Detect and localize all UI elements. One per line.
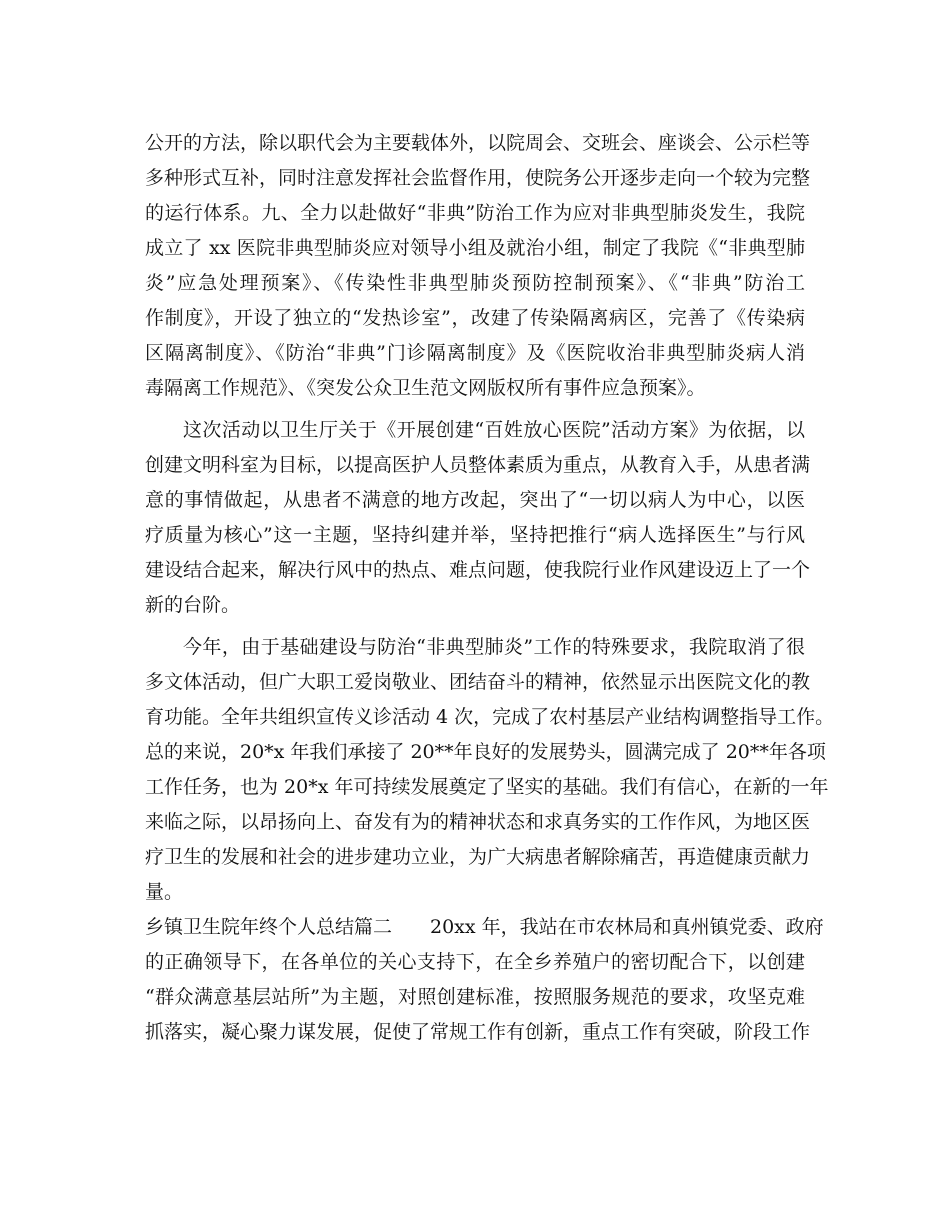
text-line: 炎”应急处理预案》、《传染性非典型肺炎预防控制预案》、《“非典”防治工 [145, 272, 805, 294]
text-line: 量。 [145, 881, 184, 903]
text-line: 抓落实，凝心聚力谋发展，促使了常规工作有创新，重点工作有突破，阶段工作 [145, 1021, 811, 1043]
text-line: 今年，由于基础建设与防治“非典型肺炎”工作的特殊要求，我院取消了很 [183, 636, 805, 658]
paragraph-section-two [145, 910, 824, 1050]
section-heading-line: 乡镇卫生院年终个人总结篇二 20xx 年，我站在市农林局和真州镇党委、政府 [145, 916, 824, 938]
text-line: 公开的方法，除以职代会为主要载体外，以院周会、交班会、座谈会、公示栏等 [145, 132, 811, 154]
text-line: 疗质量为核心”这一主题，坚持纠建并举，坚持把推行“病人选择医生”与行风 [145, 524, 805, 546]
text-line: 来临之际，以昂扬向上、奋发有为的精神状态和求真务实的工作作风，为地区医 [145, 811, 811, 833]
text-line: 区隔离制度》、《防治“非典”门诊隔离制度》及《医院收治非典型肺炎病人消 [145, 342, 805, 364]
text-line: 成立了 xx 医院非典型肺炎应对领导小组及就治小组，制定了我院《“非典型肺 [145, 237, 805, 259]
text-line: 新的台阶。 [145, 594, 241, 616]
paragraph-activity [145, 413, 811, 623]
text-line: 意的事情做起，从患者不满意的地方改起，突出了“一切以病人为中心，以医 [145, 489, 805, 511]
document-body [145, 126, 835, 1050]
text-line: 的运行体系。九、全力以赴做好“非典”防治工作为应对非典型肺炎发生，我院 [145, 202, 805, 224]
text-line: 的正确领导下，在各单位的关心支持下，在全乡养殖户的密切配合下，以创建 [145, 951, 805, 973]
text-line: 工作任务，也为 20*x 年可持续发展奠定了坚实的基础。我们有信心，在新的一年 [145, 776, 829, 798]
text-line: 总的来说，20*x 年我们承接了 20**年良好的发展势头，圆满完成了 20**年各项 [145, 741, 826, 763]
text-line: 多种形式互补，同时注意发挥社会监督作用，使院务公开逐步走向一个较为完整 [145, 167, 811, 189]
text-line: 多文体活动，但广大职工爱岗敬业、团结奋斗的精神，依然显示出医院文化的教 [145, 671, 811, 693]
text-line: 育功能。全年共组织宣传义诊活动 4 次，完成了农村基层产业结构调整指导工作。 [145, 706, 835, 728]
text-line: 毒隔离工作规范》、《突发公众卫生范文网版权所有事件应急预案》。 [145, 377, 706, 399]
text-line: 作制度》，开设了独立的“发热诊室”，改建了传染隔离病区，完善了《传染病 [145, 307, 805, 329]
text-line: 疗卫生的发展和社会的进步建功立业，为广大病患者解除痛苦，再造健康贡献力 [145, 846, 811, 868]
paragraph-continued [145, 126, 811, 406]
text-line: “群众满意基层站所”为主题，对照创建标准，按照服务规范的要求，攻坚克难 [145, 986, 805, 1008]
text-line: 建设结合起来，解决行风中的热点、难点问题，使我院行业作风建设迈上了一个 [145, 559, 811, 581]
text-line: 这次活动以卫生厅关于《开展创建“百姓放心医院”活动方案》为依据，以 [183, 419, 805, 441]
text-line: 创建文明科室为目标，以提高医护人员整体素质为重点，从教育入手，从患者满 [145, 454, 811, 476]
paragraph-this-year [145, 630, 835, 910]
